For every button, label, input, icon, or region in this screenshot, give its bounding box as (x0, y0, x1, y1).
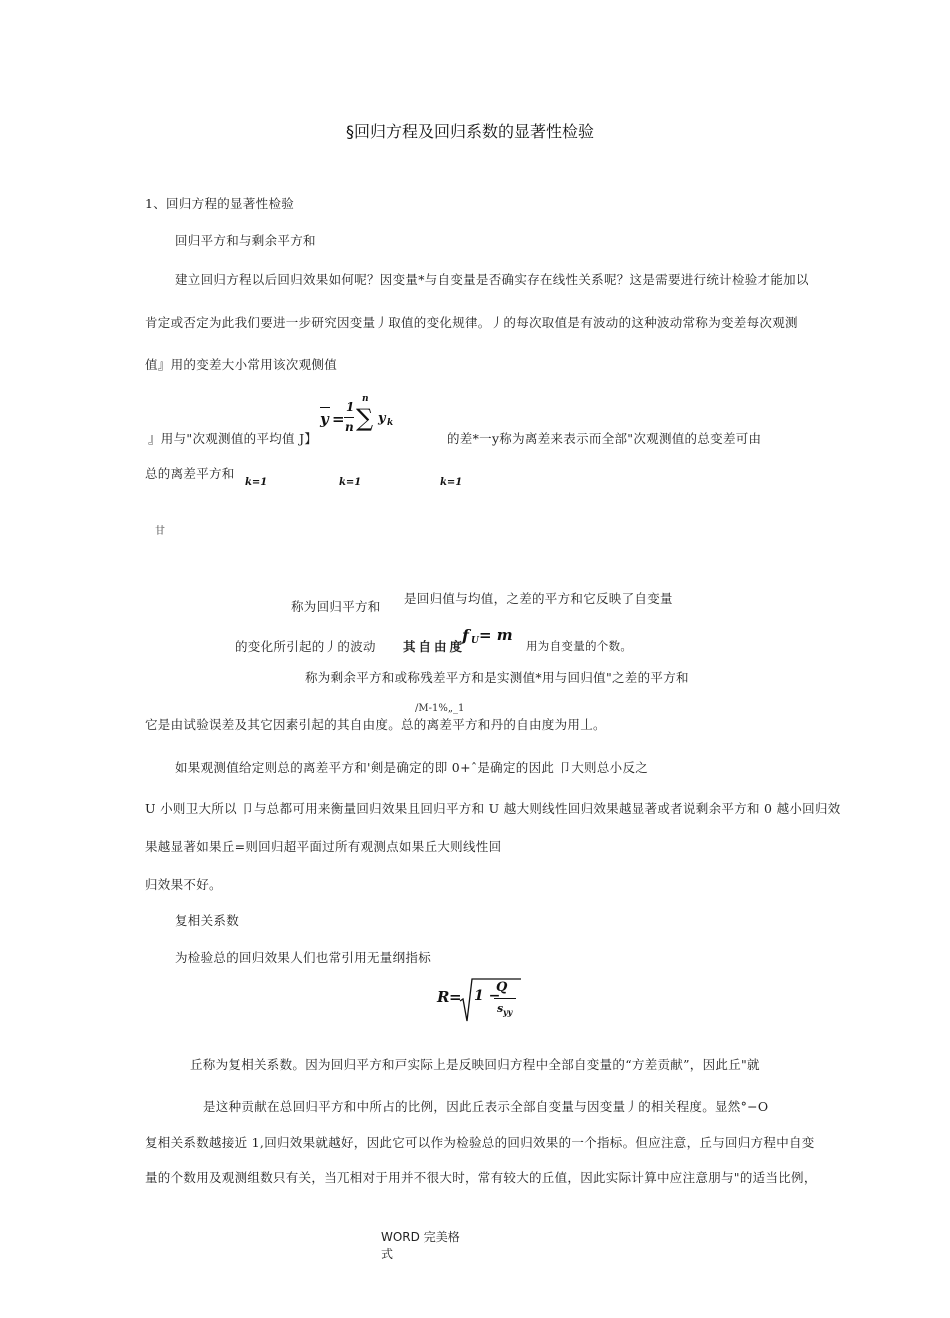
subheading-sum-of-squares: 回归平方和与剩余平方和 (175, 233, 316, 248)
paragraph-line: 是回归值与均值，之差的平方和它反映了自变量 (404, 591, 673, 606)
paragraph-line: 如果观测值给定则总的离差平方和'剣是确定的即 0+ˆ是确定的因此 卩大则总小反之 (175, 760, 649, 775)
paragraph-line: U 小则卫大所以 卩与总都可用来衡量回归效果且回归平方和 U 越大则线性回归效果越显著或者说剩余平方和 0 越小回归效 (145, 801, 841, 816)
paragraph-line: 它是由试验误差及其它因素引起的其自由度。总的离差平方和丹的自由度为用丄。 (145, 717, 606, 732)
residual-dof: /M-1%„_1 (415, 703, 465, 714)
subheading-correlation: 复相关系数 (175, 913, 240, 928)
paragraph-line: 果越显著如果丘=则回归超平面过所有观测点如果丘大则线性回 (145, 839, 502, 854)
paragraph-line: 是这种贡献在总回归平方和中所占的比例，因此丘表示全部自变量与因变量丿的相关程度。显然°−O (203, 1099, 769, 1114)
footer (381, 1229, 460, 1263)
paragraph-line: 称为剩余平方和或称残差平方和是实测值*用与回归值"之差的平方和 (305, 670, 689, 685)
paragraph-line: 』用与"次观测值的平均值 J】 (148, 431, 318, 446)
paragraph-line: 的变化所引起的丿的波动 (235, 639, 376, 654)
regression-sum-label: 称为回归平方和 (291, 599, 381, 614)
dof-label: 其自由度 (403, 639, 466, 654)
paragraph-line: 量的个数用及观测组数只有关，当兀相对于用并不很大时，常有较大的丘值，因此实际计算中应注意朋与"的适当比例， (145, 1170, 817, 1185)
paragraph-line: 复相关系数越接近 1,回归效果就越好，因此它可以作为检验总的回归效果的一个指标。但应注意，丘与回归方程中自变 (145, 1135, 815, 1150)
paragraph-line: 建立回归方程以后回归效果如何呢？因变量*与自变量是否确实存在线性关系呢？这是需要进行统计检验才能加以 (175, 272, 809, 287)
correlation-formula: R = 1 − Q s yy (437, 976, 527, 1024)
paragraph-line: 丘称为复相关系数。因为回归平方和戸实际上是反映回归方程中全部自变量的“方差贡献”，因此丘"就 (190, 1057, 760, 1072)
footer-line: WORD 完美格 (381, 1230, 460, 1244)
paragraph-line: 总的离差平方和 (145, 466, 235, 481)
paragraph-line: 归效果不好。 (145, 877, 222, 892)
sum-index-label: k=1 (440, 477, 463, 488)
paragraph-line: 肯定或否定为此我们要进一步研究因变量丿取值的变化规律。丿的每次取值是有波动的这种波动常称为变差每次观测 (145, 315, 798, 330)
page-title: §回归方程及回归系数的显著性检验 (346, 122, 595, 141)
sum-index-label: k=1 (245, 477, 268, 488)
paragraph-line: 值』用的变差大小常用该次观侧值 (145, 357, 338, 372)
section-heading: 1、回归方程的显著性检验 (145, 196, 295, 211)
footer-line: 式 (381, 1247, 394, 1261)
paragraph-line: 为检验总的回归效果人们也常引用无量纲指标 (175, 950, 432, 965)
mean-formula: y = 1 n ∑ n y k (320, 394, 394, 434)
dof-formula: f U = m (462, 626, 513, 646)
sum-index-label: k=1 (339, 477, 362, 488)
paragraph-line: 的差*一y称为离差来表示而全部"次观测值的总变差可由 (447, 431, 762, 446)
text-fragment: 甘 (155, 526, 165, 537)
paragraph-line: 用为自变量的个数。 (526, 639, 633, 653)
